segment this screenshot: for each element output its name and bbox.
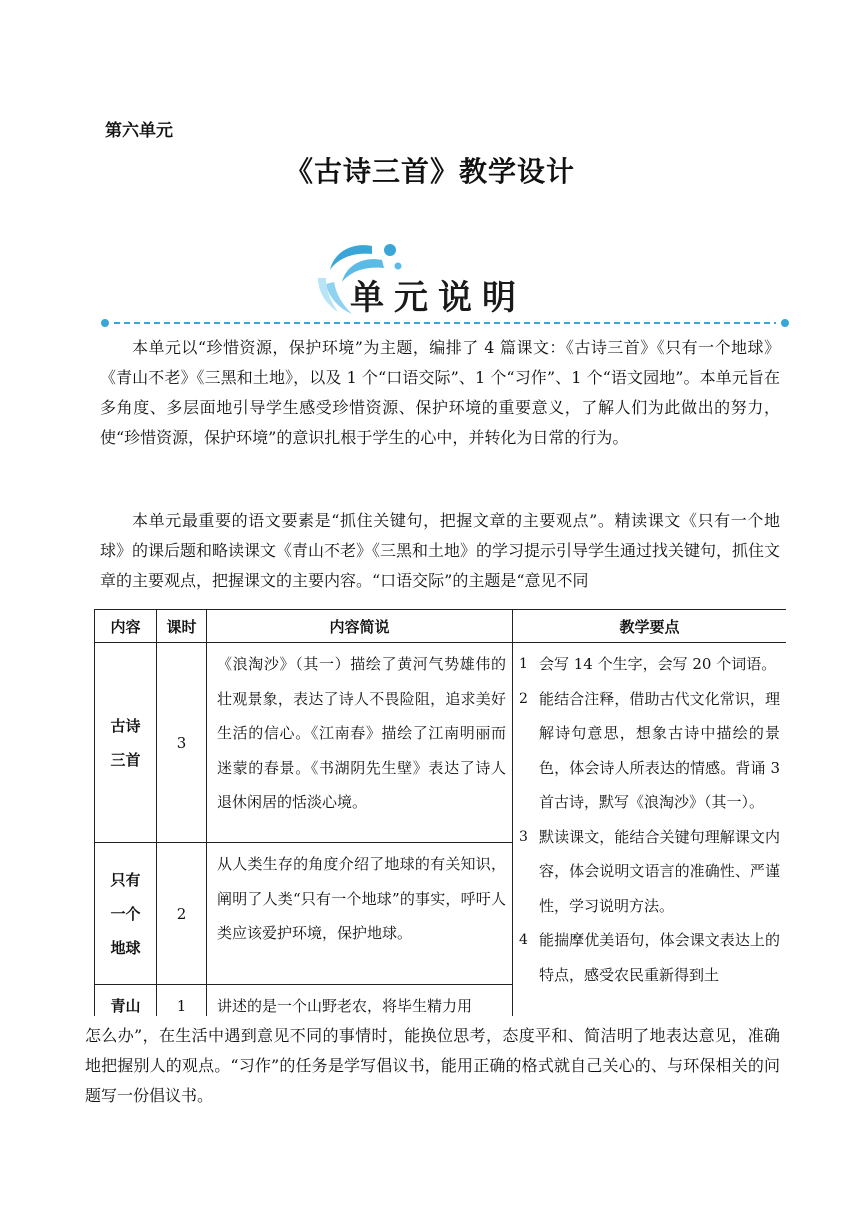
column-header: 内容简说 bbox=[207, 610, 513, 643]
document-title: 《古诗三首》教学设计 bbox=[284, 155, 575, 188]
lesson-hours: 1 bbox=[157, 985, 207, 1017]
section-banner bbox=[100, 232, 790, 332]
teaching-point: 2 能结合注释，借助古代文化常识，理解诗句意思，想象古诗中描绘的景色，体会诗人所表达的情感。背诵 3 首古诗，默写《浪淘沙》（其一）。 bbox=[519, 689, 780, 811]
lesson-name: 青山 bbox=[95, 985, 157, 1017]
banner-title: 单元说明 bbox=[350, 278, 526, 318]
table-header-row bbox=[95, 610, 787, 643]
lesson-table bbox=[94, 609, 786, 1016]
lesson-name: 只有一个地球 bbox=[95, 843, 157, 985]
banner-divider bbox=[100, 318, 790, 328]
teaching-point: 1 会写 14 个生字，会写 20 个词语。 bbox=[519, 655, 777, 673]
table-row bbox=[95, 643, 787, 843]
intro-paragraph-3: 怎么办”，在生活中遇到意见不同的事情时，能换位思考，态度平和、简洁明了地表达意见，准确地把握别人的观点。“习作”的任务是学写倡议书，能用正确的格式就自己关心的、与环保相关的问题写一份倡议书。 bbox=[85, 1026, 780, 1105]
unit-label: 第六单元 bbox=[105, 121, 173, 141]
teaching-points bbox=[513, 643, 787, 1017]
column-header: 课时 bbox=[157, 610, 207, 643]
lesson-name: 古诗三首 bbox=[95, 643, 157, 843]
column-header: 内容 bbox=[95, 610, 157, 643]
lesson-summary: 从人类生存的角度介绍了地球的有关知识，阐明了人类“只有一个地球”的事实，呼吁人类应该爱护环境，保护地球。 bbox=[207, 843, 513, 985]
column-header: 教学要点 bbox=[513, 610, 787, 643]
lesson-hours: 3 bbox=[157, 643, 207, 843]
teaching-point: 4 能揣摩优美语句，体会课文表达上的特点，感受农民重新得到土 bbox=[519, 931, 780, 984]
intro-paragraph-1: 本单元以“珍惜资源，保护环境”为主题，编排了 4 篇课文：《古诗三首》《只有一个地球》《青山不老》《三黑和土地》，以及 1 个“口语交际”、1 个“习作”、1 个“语文园地”。本单元旨在多角度、多层面地引导学生感受珍惜资源、保护环境的重要意义，了解人们为此做出的努力，使“珍惜资源，保护环境”的意识扎根于学生的心中，并转化为日常的行为。 bbox=[100, 338, 780, 447]
teaching-point: 3 默读课文，能结合关键句理解课文内容，体会说明文语言的准确性、严谨性，学习说明方法。 bbox=[519, 827, 780, 915]
intro-paragraph-2: 本单元最重要的语文要素是“抓住关键句，把握文章的主要观点”。精读课文《只有一个地球》的课后题和略读课文《青山不老》《三黑和土地》的学习提示引导学生通过找关键句，抓住文章的主要观点，把握课文的主要内容。“口语交际”的主题是“意见不同 bbox=[100, 511, 781, 590]
lesson-summary: 讲述的是一个山野老农，将毕生精力用 bbox=[207, 985, 513, 1017]
lesson-summary: 《浪淘沙》（其一）描绘了黄河气势雄伟的壮观景象，表达了诗人不畏险阻，追求美好生活的信心。《江南春》描绘了江南明丽而迷蒙的春景。《书湖阴先生壁》表达了诗人退休闲居的恬淡心境。 bbox=[207, 643, 513, 843]
lesson-hours: 2 bbox=[157, 843, 207, 985]
